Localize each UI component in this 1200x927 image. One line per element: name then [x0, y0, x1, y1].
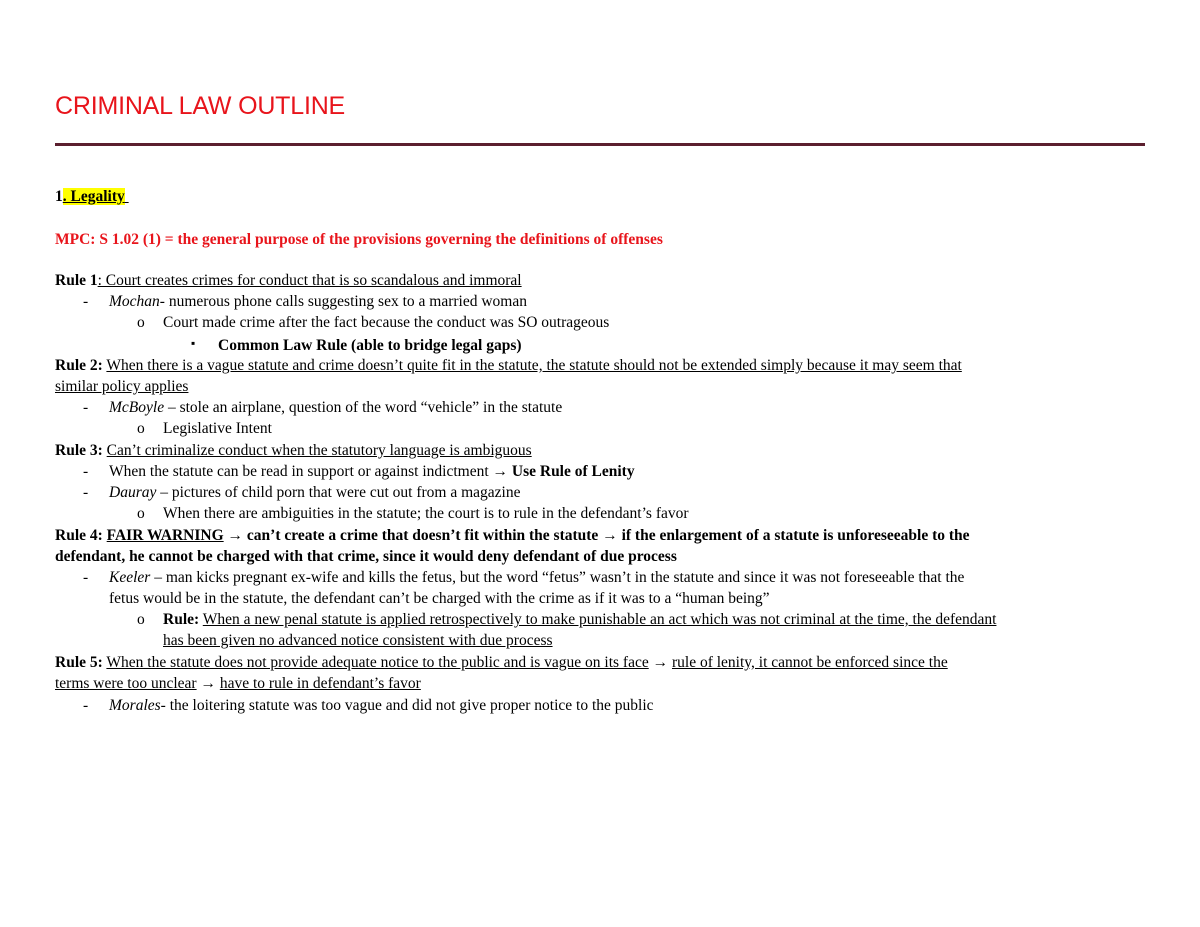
rule-1 — [55, 270, 522, 291]
case-keeler: Keeler — [109, 569, 151, 586]
rule-5-line2-b: have to rule in defendant’s favor — [219, 675, 421, 692]
case-mcboyle: McBoyle — [109, 399, 165, 416]
rule-4-sub-line1: When a new penal statute is applied retrospectively to make punishable an act which was not criminal at the time, the defendant — [202, 611, 997, 628]
case-keeler-text-line1: – man kicks pregnant ex-wife and kills the fetus, but the word “fetus” wasn’t in the statute and since it was not foreseeable that the — [150, 569, 965, 586]
rule-1-text: : Court creates crimes for conduct that is so scandalous and immoral — [97, 272, 522, 289]
rule-1-subsub: Common Law Rule (able to bridge legal gaps) — [218, 337, 522, 354]
rule-5-label: Rule 5: — [55, 654, 103, 671]
rule-4-sub — [163, 609, 996, 630]
rule-3-sub: When there are ambiguities in the statute; the court is to rule in the defendant’s favor — [163, 505, 689, 522]
rule-5-case — [109, 695, 654, 716]
arrow-icon: → — [652, 654, 669, 671]
rule-1-sub: Court made crime after the fact because the conduct was SO outrageous — [163, 314, 610, 331]
rule-4-sub-label: Rule: — [163, 611, 200, 628]
title-divider — [55, 143, 1145, 146]
rule-2-label: Rule 2: — [55, 357, 103, 374]
circle-bullet: o — [137, 314, 145, 331]
case-keeler-text-line2: fetus would be in the statute, the defendant can’t be charged with the crime as if it was to a “human being” — [109, 590, 770, 607]
rule-3-item-1-text: When the statute can be read in support or against indictment — [109, 463, 489, 480]
section-title: . Legality — [62, 188, 125, 205]
rule-2-case — [109, 397, 562, 418]
rule-4 — [55, 525, 970, 546]
arrow-icon: → — [200, 675, 216, 692]
rule-4-case — [109, 567, 964, 588]
rule-5-line1-b: rule of lenity, it cannot be enforced since the — [671, 654, 948, 671]
section-heading — [55, 186, 225, 207]
rule-4-part-2: if the enlargement of a statute is unforeseeable to the — [621, 527, 970, 544]
case-morales-text: - the loitering statute was too vague and did not give proper notice to the public — [160, 697, 654, 714]
rule-3-item-1 — [109, 461, 635, 482]
rule-4-sub-line2: has been given no advanced notice consistent with due process — [163, 632, 553, 649]
case-mochan-text: - numerous phone calls suggesting sex to a married woman — [159, 293, 527, 310]
rule-2-text-line2: similar policy applies — [55, 378, 189, 395]
rule-2 — [55, 355, 962, 376]
rule-5-line2-a: terms were too unclear — [55, 675, 197, 692]
arrow-icon: → — [602, 527, 618, 544]
square-bullet: ▪ — [191, 336, 196, 350]
arrow-icon: → — [227, 527, 244, 544]
rule-5 — [55, 652, 948, 673]
rule-2-sub: Legislative Intent — [163, 420, 272, 437]
rule-3-case — [109, 482, 520, 503]
dash-bullet: - — [83, 463, 89, 480]
fair-warning: FAIR WARNING — [106, 527, 224, 544]
case-mcboyle-text: – stole an airplane, question of the word “vehicle” in the statute — [164, 399, 563, 416]
heading-underline-fill — [125, 186, 225, 207]
rule-4-line-2: defendant, he cannot be charged with that crime, since it would deny defendant of due process — [55, 548, 677, 565]
rule-5-line1-a: When the statute does not provide adequate notice to the public and is vague on its face — [106, 654, 649, 671]
circle-bullet: o — [137, 611, 145, 628]
dash-bullet: - — [83, 484, 89, 501]
dash-bullet: - — [83, 293, 89, 310]
dash-bullet: - — [83, 399, 89, 416]
page-title: CRIMINAL LAW OUTLINE — [55, 92, 346, 120]
rule-3-text: Can’t criminalize conduct when the statutory language is ambiguous — [106, 442, 532, 459]
rule-2-text-line1: When there is a vague statute and crime doesn’t quite fit in the statute, the statute should not be extended simply because it may seem that — [106, 357, 962, 374]
rule-3 — [55, 440, 532, 461]
circle-bullet: o — [137, 420, 145, 437]
rule-4-part-1: can’t create a crime that doesn’t fit within the statute — [246, 527, 599, 544]
case-dauray: Dauray — [109, 484, 157, 501]
rule-3-label: Rule 3: — [55, 442, 103, 459]
mpc-statement: MPC: S 1.02 (1) = the general purpose of the provisions governing the definitions of offenses — [55, 231, 663, 248]
section-number: 1 — [55, 188, 63, 205]
rule-4-label: Rule 4: — [55, 527, 103, 544]
case-mochan: Mochan — [109, 293, 160, 310]
case-dauray-text: – pictures of child porn that were cut out from a magazine — [156, 484, 521, 501]
rule-5-line-2 — [55, 673, 421, 694]
dash-bullet: - — [83, 697, 89, 714]
arrow-icon: → — [492, 463, 509, 480]
rule-1-case — [109, 291, 527, 312]
case-morales: Morales — [109, 697, 161, 714]
dash-bullet: - — [83, 569, 89, 586]
circle-bullet: o — [137, 505, 145, 522]
rule-3-item-1-bold: Use Rule of Lenity — [511, 463, 635, 480]
rule-1-label: Rule 1 — [55, 272, 98, 289]
